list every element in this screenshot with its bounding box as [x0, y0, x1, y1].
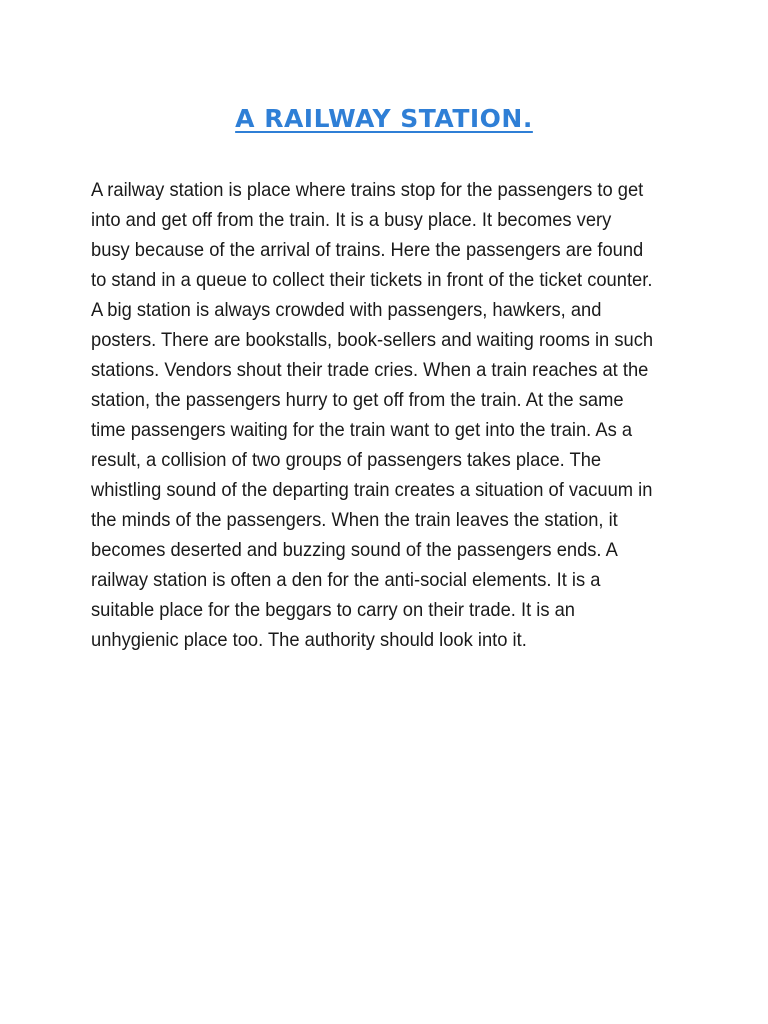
document-title: A RAILWAY STATION.: [235, 104, 533, 133]
document-body-paragraph: A railway station is place where trains stop for the passengers to get into and get off from the train. It is a busy place. It becomes very busy because of the arrival of trains. Here the passengers are found to stand in a queue to collect their tickets in front of the ticket counter. A big station is always crowded with passengers, hawkers, and posters. There are bookstalls, book-sellers and waiting rooms in such stations. Vendors shout their trade cries. When a train reaches at the station, the passengers hurry to get off from the train. At the same time passengers waiting for the train want to get into the train. As a result, a collision of two groups of passengers takes place. The whistling sound of the departing train creates a situation of vacuum in the minds of the passengers. When the train leaves the station, it becomes deserted and buzzing sound of the passengers ends. A railway station is often a den for the anti-social elements. It is a suitable place for the beggars to carry on their trade. It is an unhygienic place too. The authority should look into it.: [91, 179, 654, 651]
